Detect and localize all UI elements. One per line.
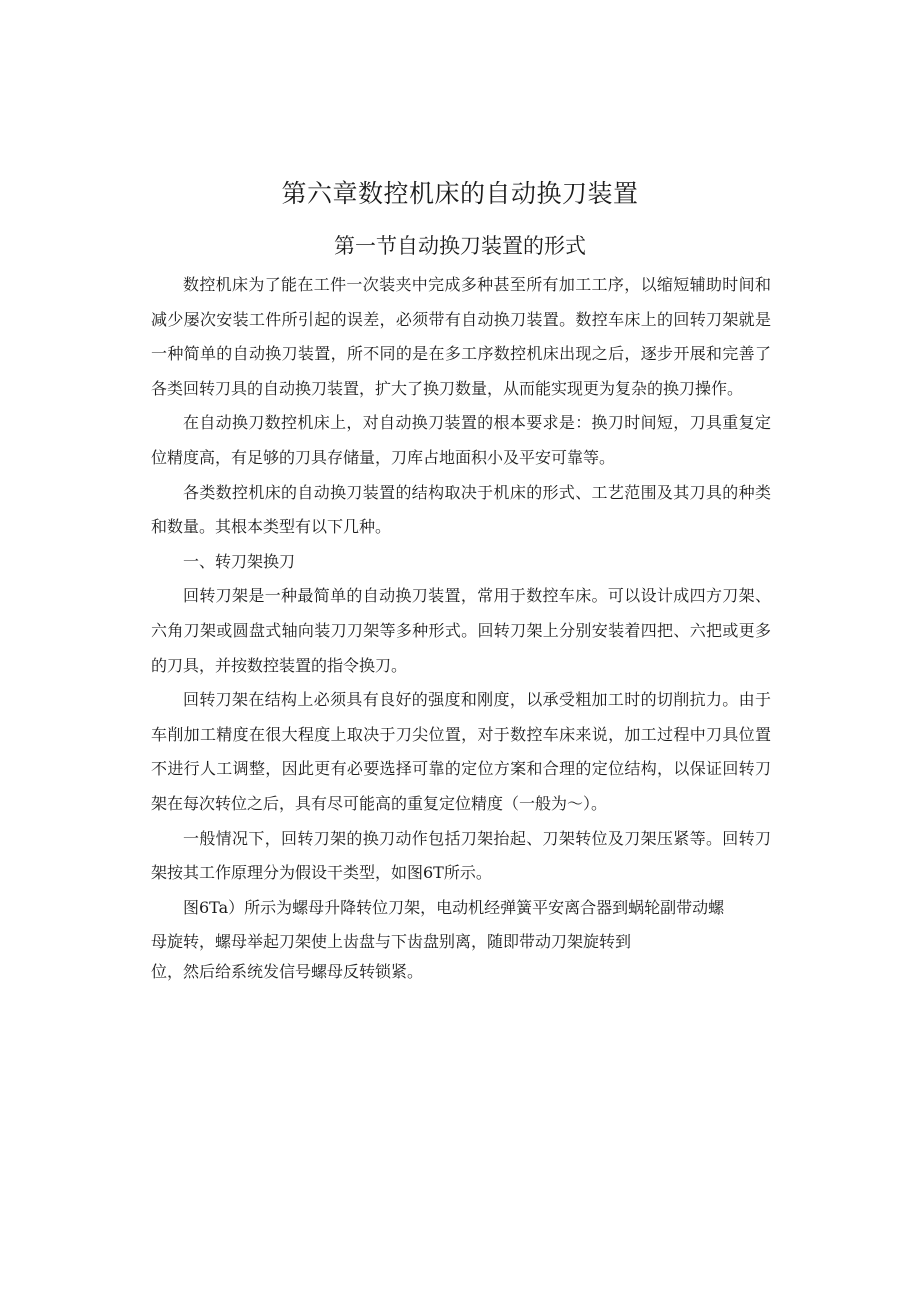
- paragraph-turret-types: 回转刀架是一种最简单的自动换刀装置，常用于数控车床。可以设计成四方刀架、六角刀架或圆盘式轴向装刀刀架等多种形式。回转刀架上分别安装着四把、六把或更多的刀具，并按数控装置的指令换刀。: [151, 586, 771, 675]
- paragraph-turret-actions: 一般情况下，回转刀架的换刀动作包括刀架抬起、刀架转位及刀架压紧等。回转刀架按其工作原理分为假设干类型，如图6T所示。: [151, 828, 771, 883]
- section-title: 第一节自动换刀装置的形式: [334, 234, 586, 258]
- paragraph-turret-rigidity: 回转刀架在结构上必须具有良好的强度和刚度，以承受粗加工时的切削抗力。由于车削加工精度在很大程度上取决于刀尖位置，对于数控车床来说，加工过程中刀具位置不进行人工调整，因此更有必要选择可靠的定位方案和合理的定位结构，以保证回转刀架在每次转位之后，具有尽可能高的重复定位精度（一般为～）。: [151, 690, 771, 813]
- subheading-turret: 一、转刀架换刀: [183, 551, 296, 571]
- figure-description-line-2: 母旋转，螺母举起刀架使上齿盘与下齿盘别离，随即带动刀架旋转到: [151, 932, 632, 952]
- figure-description-line-1: 图6Ta）所示为螺母升降转位刀架，电动机经弹簧平安离合器到蜗轮副带动螺: [183, 897, 725, 917]
- paragraph-structure: 各类数控机床的自动换刀装置的结构取决于机床的形式、工艺范围及其刀具的种类和数量。其根本类型有以下几种。: [151, 482, 771, 537]
- paragraph-intro: 数控机床为了能在工件一次装夹中完成多种甚至所有加工工序，以缩短辅助时间和减少屡次安装工件所引起的误差，必须带有自动换刀装置。数控车床上的回转刀架就是一种简单的自动换刀装置，所不同的是在多工序数控机床出现之后，逐步开展和完善了各类回转刀具的自动换刀装置，扩大了换刀数量，从而能实现更为复杂的换刀操作。: [151, 275, 771, 398]
- chapter-title: 第六章数控机床的自动换刀装置: [281, 179, 639, 208]
- figure-description-line-3: 位，然后给系统发信号螺母反转锁紧。: [151, 961, 424, 981]
- paragraph-requirements: 在自动换刀数控机床上，对自动换刀装置的根本要求是：换刀时间短，刀具重复定位精度高，有足够的刀具存储量，刀库占地面积小及平安可靠等。: [151, 413, 771, 467]
- body-text: [151, 268, 771, 984]
- paragraph-figure-description: [151, 891, 771, 984]
